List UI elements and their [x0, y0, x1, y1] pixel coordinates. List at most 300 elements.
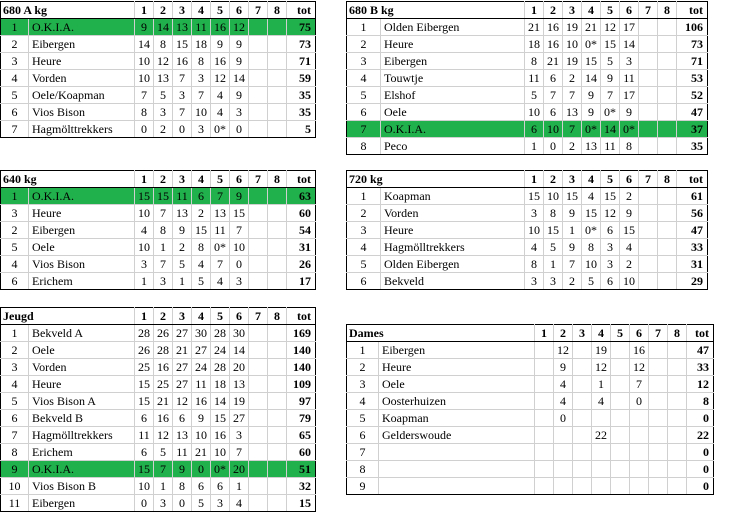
total-cell: 56	[677, 205, 708, 222]
score-cell	[658, 188, 677, 205]
score-cell	[535, 444, 554, 461]
score-cell: 5	[601, 53, 620, 70]
rank-cell: 8	[1, 444, 29, 461]
table-header-row	[347, 325, 714, 342]
score-cell	[639, 273, 658, 290]
score-cell: 8	[620, 138, 639, 155]
column-header-round: 7	[249, 171, 268, 188]
score-cell: 18	[525, 36, 544, 53]
score-cell	[268, 478, 287, 495]
score-cell: 19	[563, 19, 582, 36]
score-cell: 3	[173, 87, 192, 104]
score-cell: 2	[154, 121, 173, 138]
total-cell: 0	[687, 444, 714, 461]
total-cell: 12	[687, 376, 714, 393]
score-cell: 6	[601, 222, 620, 239]
score-cell: 28	[211, 325, 230, 342]
table-header-row	[347, 171, 708, 188]
total-cell: 17	[287, 273, 316, 290]
score-cell	[268, 325, 287, 342]
score-cell: 0*	[582, 121, 601, 138]
score-cell	[249, 19, 268, 36]
score-cell	[535, 376, 554, 393]
score-cell	[658, 87, 677, 104]
team-name-cell: Heure	[29, 205, 135, 222]
score-cell: 7	[544, 87, 563, 104]
table-row	[347, 188, 708, 205]
score-cell: 11	[211, 222, 230, 239]
score-cell	[668, 359, 687, 376]
score-cell: 5	[544, 239, 563, 256]
total-cell: 33	[677, 239, 708, 256]
score-cell: 3	[211, 495, 230, 512]
column-header-round: 2	[154, 171, 173, 188]
column-header-round: 6	[230, 2, 249, 19]
rank-cell: 5	[347, 87, 381, 104]
score-cell: 14	[620, 36, 639, 53]
score-cell	[249, 188, 268, 205]
rank-cell: 7	[347, 121, 381, 138]
score-cell: 15	[135, 393, 154, 410]
score-cell: 4	[211, 273, 230, 290]
rank-cell: 1	[347, 188, 381, 205]
score-cell	[268, 188, 287, 205]
score-cell: 28	[135, 325, 154, 342]
score-cell: 28	[154, 342, 173, 359]
score-cell: 1	[592, 376, 611, 393]
rank-cell: 5	[347, 410, 379, 427]
score-cell: 9	[554, 359, 573, 376]
table-row	[347, 461, 714, 478]
score-cell: 21	[173, 342, 192, 359]
score-cell: 7	[154, 461, 173, 478]
score-cell: 15	[582, 53, 601, 70]
score-cell: 15	[192, 222, 211, 239]
team-name-cell: Vios Bison	[29, 256, 135, 273]
score-cell	[639, 87, 658, 104]
score-cell: 12	[554, 342, 573, 359]
table-row	[347, 342, 714, 359]
score-cell	[554, 444, 573, 461]
column-header-round: 6	[630, 325, 649, 342]
score-cell: 9	[173, 222, 192, 239]
score-cell: 15	[135, 188, 154, 205]
score-cell: 19	[230, 393, 249, 410]
score-cell: 16	[211, 427, 230, 444]
score-cell: 10	[525, 222, 544, 239]
total-cell: 8	[687, 393, 714, 410]
total-cell: 47	[677, 104, 708, 121]
score-cell: 15	[563, 188, 582, 205]
score-cell	[649, 359, 668, 376]
score-cell: 14	[601, 121, 620, 138]
score-cell	[249, 70, 268, 87]
score-cell: 11	[525, 70, 544, 87]
score-cell	[658, 273, 677, 290]
total-cell: 65	[287, 427, 316, 444]
total-cell: 22	[687, 427, 714, 444]
score-cell: 9	[230, 36, 249, 53]
score-cell: 2	[563, 70, 582, 87]
score-cell: 20	[230, 461, 249, 478]
score-cell	[611, 359, 630, 376]
score-cell: 21	[192, 444, 211, 461]
score-cell	[249, 325, 268, 342]
score-cell: 14	[230, 342, 249, 359]
score-cell	[630, 427, 649, 444]
score-cell: 8	[154, 36, 173, 53]
rank-cell: 1	[1, 19, 29, 36]
score-cell: 6	[211, 478, 230, 495]
column-header-round: 3	[563, 2, 582, 19]
column-header-round: 7	[649, 325, 668, 342]
column-header-round: 1	[525, 2, 544, 19]
score-cell: 15	[525, 188, 544, 205]
total-cell: 35	[287, 104, 316, 121]
score-cell: 15	[230, 205, 249, 222]
score-cell	[573, 461, 592, 478]
score-cell: 0*	[211, 461, 230, 478]
rank-cell: 8	[347, 138, 381, 155]
score-cell	[630, 410, 649, 427]
team-name-cell: Heure	[379, 359, 535, 376]
score-cell: 13	[563, 104, 582, 121]
score-cell: 12	[154, 53, 173, 70]
score-cell	[658, 222, 677, 239]
rank-cell: 4	[347, 239, 381, 256]
column-header-round: 8	[268, 171, 287, 188]
rank-cell: 2	[347, 36, 381, 53]
score-cell: 5	[154, 87, 173, 104]
score-cell: 3	[230, 273, 249, 290]
score-cell: 10	[192, 427, 211, 444]
score-cell: 6	[192, 188, 211, 205]
score-cell	[658, 19, 677, 36]
column-header-round: 8	[268, 308, 287, 325]
score-cell: 9	[230, 188, 249, 205]
column-header-round: 4	[592, 325, 611, 342]
score-cell	[611, 410, 630, 427]
score-cell: 22	[592, 427, 611, 444]
score-cell	[268, 222, 287, 239]
score-cell	[268, 444, 287, 461]
score-cell: 16	[154, 359, 173, 376]
score-cell	[611, 342, 630, 359]
score-cell: 5	[582, 273, 601, 290]
score-cell: 0	[630, 393, 649, 410]
score-cell: 9	[563, 239, 582, 256]
table-header-row	[347, 2, 708, 19]
score-cell: 10	[582, 256, 601, 273]
score-cell: 25	[135, 359, 154, 376]
score-cell: 3	[525, 273, 544, 290]
score-cell	[630, 444, 649, 461]
score-cell	[268, 104, 287, 121]
score-cell: 16	[544, 19, 563, 36]
score-cell: 15	[154, 188, 173, 205]
score-cell: 9	[620, 104, 639, 121]
column-header-total: tot	[287, 171, 316, 188]
team-name-cell: Vorden	[29, 359, 135, 376]
score-cell: 12	[601, 19, 620, 36]
score-cell: 8	[135, 104, 154, 121]
rank-cell: 6	[1, 273, 29, 290]
team-name-cell	[379, 444, 535, 461]
score-cell: 12	[630, 359, 649, 376]
score-cell: 8	[192, 239, 211, 256]
column-header-round: 1	[135, 171, 154, 188]
team-name-cell: Hagmölltrekkers	[381, 239, 525, 256]
team-name-cell	[379, 478, 535, 495]
total-cell: 73	[677, 36, 708, 53]
score-cell: 6	[173, 410, 192, 427]
table-row	[347, 427, 714, 444]
score-cell: 16	[211, 19, 230, 36]
standings-table-680a	[0, 1, 316, 138]
score-cell	[249, 36, 268, 53]
score-cell: 7	[630, 376, 649, 393]
score-cell	[268, 359, 287, 376]
score-cell: 12	[230, 19, 249, 36]
table-row	[1, 495, 316, 512]
table-row	[347, 239, 708, 256]
team-name-cell: Vorden	[29, 70, 135, 87]
score-cell: 17	[620, 19, 639, 36]
score-cell: 3	[544, 273, 563, 290]
column-header-round: 4	[192, 171, 211, 188]
score-cell	[535, 410, 554, 427]
score-cell	[658, 239, 677, 256]
table-row	[347, 444, 714, 461]
score-cell	[639, 239, 658, 256]
score-cell: 2	[173, 239, 192, 256]
score-cell: 18	[211, 376, 230, 393]
column-header-round: 5	[211, 171, 230, 188]
table-row	[1, 393, 316, 410]
column-header-total: tot	[677, 171, 708, 188]
score-cell	[658, 138, 677, 155]
score-cell	[668, 410, 687, 427]
total-cell: 140	[287, 359, 316, 376]
score-cell: 3	[601, 239, 620, 256]
score-cell: 7	[154, 205, 173, 222]
score-cell: 12	[601, 205, 620, 222]
score-cell: 10	[135, 205, 154, 222]
column-header-round: 4	[582, 171, 601, 188]
score-cell: 26	[135, 342, 154, 359]
team-name-cell: Heure	[381, 222, 525, 239]
score-cell: 9	[135, 19, 154, 36]
score-cell: 4	[230, 495, 249, 512]
score-cell	[630, 461, 649, 478]
score-cell	[535, 393, 554, 410]
score-cell: 2	[563, 273, 582, 290]
score-cell: 9	[582, 104, 601, 121]
score-cell	[249, 444, 268, 461]
team-name-cell: Hagmölltrekkers	[29, 427, 135, 444]
standings-table-dames	[346, 324, 714, 495]
score-cell: 7	[230, 222, 249, 239]
table-row	[347, 104, 708, 121]
column-header-round: 3	[573, 325, 592, 342]
column-header-round: 6	[230, 171, 249, 188]
rank-cell: 6	[1, 104, 29, 121]
score-cell: 13	[173, 205, 192, 222]
score-cell	[592, 461, 611, 478]
score-cell: 11	[173, 188, 192, 205]
rank-cell: 6	[1, 410, 29, 427]
score-cell	[268, 410, 287, 427]
total-cell: 31	[677, 256, 708, 273]
team-name-cell: Bekveld B	[29, 410, 135, 427]
score-cell	[668, 376, 687, 393]
score-cell	[668, 427, 687, 444]
score-cell	[268, 342, 287, 359]
table-row	[347, 87, 708, 104]
score-cell: 0*	[620, 121, 639, 138]
total-cell: 5	[287, 121, 316, 138]
score-cell	[658, 121, 677, 138]
score-cell: 3	[230, 427, 249, 444]
rank-cell: 4	[1, 256, 29, 273]
table-row	[1, 121, 316, 138]
column-header-round: 4	[192, 308, 211, 325]
total-cell: 79	[287, 410, 316, 427]
rank-cell: 5	[1, 87, 29, 104]
score-cell	[630, 478, 649, 495]
table-row	[1, 256, 316, 273]
total-cell: 51	[287, 461, 316, 478]
rank-cell: 6	[347, 104, 381, 121]
score-cell: 24	[192, 359, 211, 376]
score-cell	[249, 410, 268, 427]
team-name-cell: Oele/Koapman	[29, 87, 135, 104]
table-row	[347, 138, 708, 155]
score-cell	[668, 342, 687, 359]
table-row-highlighted	[1, 188, 316, 205]
rank-cell: 2	[347, 205, 381, 222]
column-header-total: tot	[287, 308, 316, 325]
column-header-round: 7	[639, 2, 658, 19]
rank-cell: 3	[1, 205, 29, 222]
score-cell	[249, 87, 268, 104]
score-cell: 5	[173, 256, 192, 273]
table-row	[347, 256, 708, 273]
team-name-cell: Oele	[29, 342, 135, 359]
score-cell: 7	[173, 70, 192, 87]
score-cell	[658, 205, 677, 222]
table-row	[347, 478, 714, 495]
column-header-round: 1	[525, 171, 544, 188]
table-header-row	[1, 2, 316, 19]
score-cell	[639, 188, 658, 205]
score-cell	[268, 53, 287, 70]
score-cell: 17	[620, 87, 639, 104]
score-cell	[535, 359, 554, 376]
score-cell: 11	[192, 19, 211, 36]
total-cell: 106	[677, 19, 708, 36]
score-cell	[611, 393, 630, 410]
score-cell: 0	[544, 138, 563, 155]
score-cell: 4	[554, 393, 573, 410]
score-cell: 7	[135, 87, 154, 104]
score-cell: 8	[544, 205, 563, 222]
score-cell: 1	[135, 273, 154, 290]
score-cell: 7	[154, 256, 173, 273]
score-cell	[649, 461, 668, 478]
score-cell	[268, 205, 287, 222]
table-row-highlighted	[1, 19, 316, 36]
score-cell: 4	[192, 256, 211, 273]
column-header-round: 3	[173, 2, 192, 19]
score-cell: 9	[563, 205, 582, 222]
total-cell: 52	[677, 87, 708, 104]
score-cell: 13	[154, 70, 173, 87]
table-row	[1, 87, 316, 104]
score-cell: 10	[135, 478, 154, 495]
score-cell	[249, 376, 268, 393]
score-cell	[573, 376, 592, 393]
score-cell: 5	[525, 87, 544, 104]
column-header-total: tot	[677, 2, 708, 19]
score-cell: 0	[173, 121, 192, 138]
score-cell: 0	[230, 256, 249, 273]
score-cell: 4	[135, 222, 154, 239]
score-cell: 13	[582, 138, 601, 155]
table-title: Jeugd	[1, 308, 135, 325]
rank-cell: 1	[347, 19, 381, 36]
score-cell: 2	[563, 138, 582, 155]
total-cell: 0	[687, 461, 714, 478]
score-cell: 7	[563, 256, 582, 273]
column-header-round: 8	[658, 171, 677, 188]
score-cell: 7	[211, 188, 230, 205]
score-cell: 10	[563, 36, 582, 53]
score-cell: 1	[544, 256, 563, 273]
score-cell: 8	[525, 256, 544, 273]
score-cell: 4	[211, 87, 230, 104]
rank-cell: 3	[1, 53, 29, 70]
score-cell	[268, 121, 287, 138]
rank-cell: 5	[1, 239, 29, 256]
score-cell	[249, 121, 268, 138]
team-name-cell: Bekveld A	[29, 325, 135, 342]
team-name-cell: Heure	[381, 36, 525, 53]
rank-cell: 7	[1, 427, 29, 444]
table-row	[1, 325, 316, 342]
score-cell	[649, 410, 668, 427]
standings-table-680b	[346, 1, 708, 155]
score-cell: 1	[563, 222, 582, 239]
table-row	[347, 376, 714, 393]
score-cell: 27	[173, 376, 192, 393]
rank-cell: 4	[1, 70, 29, 87]
score-cell	[268, 36, 287, 53]
score-cell: 4	[592, 393, 611, 410]
column-header-round: 6	[230, 308, 249, 325]
table-row	[1, 205, 316, 222]
team-name-cell: Eibergen	[29, 495, 135, 512]
score-cell	[658, 70, 677, 87]
table-title: Dames	[347, 325, 535, 342]
score-cell: 11	[601, 138, 620, 155]
score-cell	[268, 70, 287, 87]
score-cell: 10	[544, 188, 563, 205]
rank-cell: 2	[1, 342, 29, 359]
team-name-cell: Oosterhuizen	[379, 393, 535, 410]
column-header-round: 2	[154, 2, 173, 19]
table-row	[1, 70, 316, 87]
